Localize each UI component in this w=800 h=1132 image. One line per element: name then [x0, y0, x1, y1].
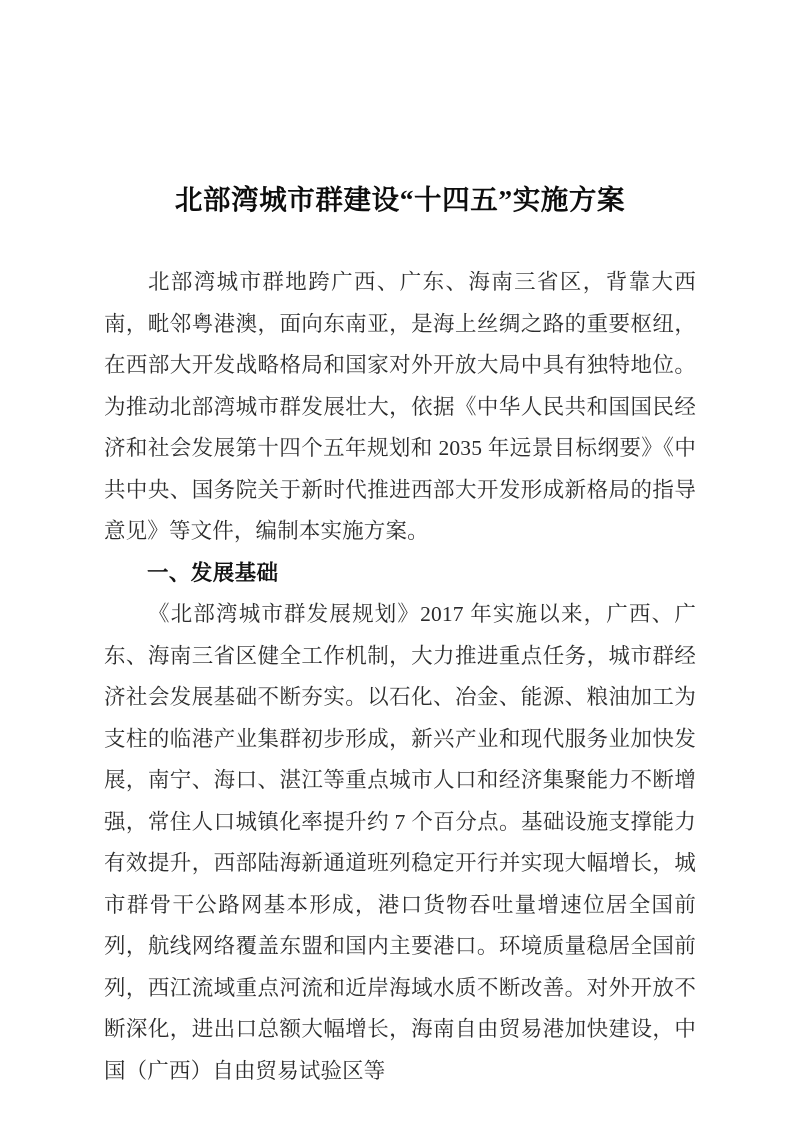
section-heading-development-basis: 一、发展基础: [147, 560, 279, 585]
document-content: [104, 168, 696, 1132]
paragraph-section-1-body: 《北部湾城市群发展规划》2017 年实施以来，广西、广东、海南三省区健全工作机制，大力推进重点任务，城市群经济社会发展基础不断夯实。以石化、冶金、能源、粮油加工为支柱的临港产业集群初步形成，新兴产业和现代服务业加快发展，南宁、海口、湛江等重点城市人口和经济集聚能力不断增强，常住人口城镇化率提升约 7 个百分点。基础设施支撑能力有效提升，西部陆海新通道班列稳定开行并实现大幅增长，城市群骨干公路网基本形成，港口货物吞吐量增速位居全国前列，航线网络覆盖东盟和国内主要港口。环境质量稳居全国前列，西江流域重点河流和近岸海域水质不断改善。对外开放不断深化，进出口总额大幅增长，海南自由贸易港加快建设，中国（广西）自由贸易试验区等: [104, 602, 696, 1083]
page-bottom-margin: [104, 1092, 696, 1132]
paragraph-intro: 北部湾城市群地跨广西、广东、海南三省区，背靠大西南，毗邻粤港澳，面向东南亚，是海上丝绸之路的重要枢纽，在西部大开发战略格局和国家对外开放大局中具有独特地位。为推动北部湾城市群发展壮大，依据《中华人民共和国国民经济和社会发展第十四个五年规划和 2035 年远景目标纲要》《中共中央、国务院关于新时代推进西部大开发形成新格局的指导意见》等文件，编制本实施方案。: [104, 270, 696, 543]
page-title: 北部湾城市群建设“十四五”实施方案: [174, 184, 626, 215]
